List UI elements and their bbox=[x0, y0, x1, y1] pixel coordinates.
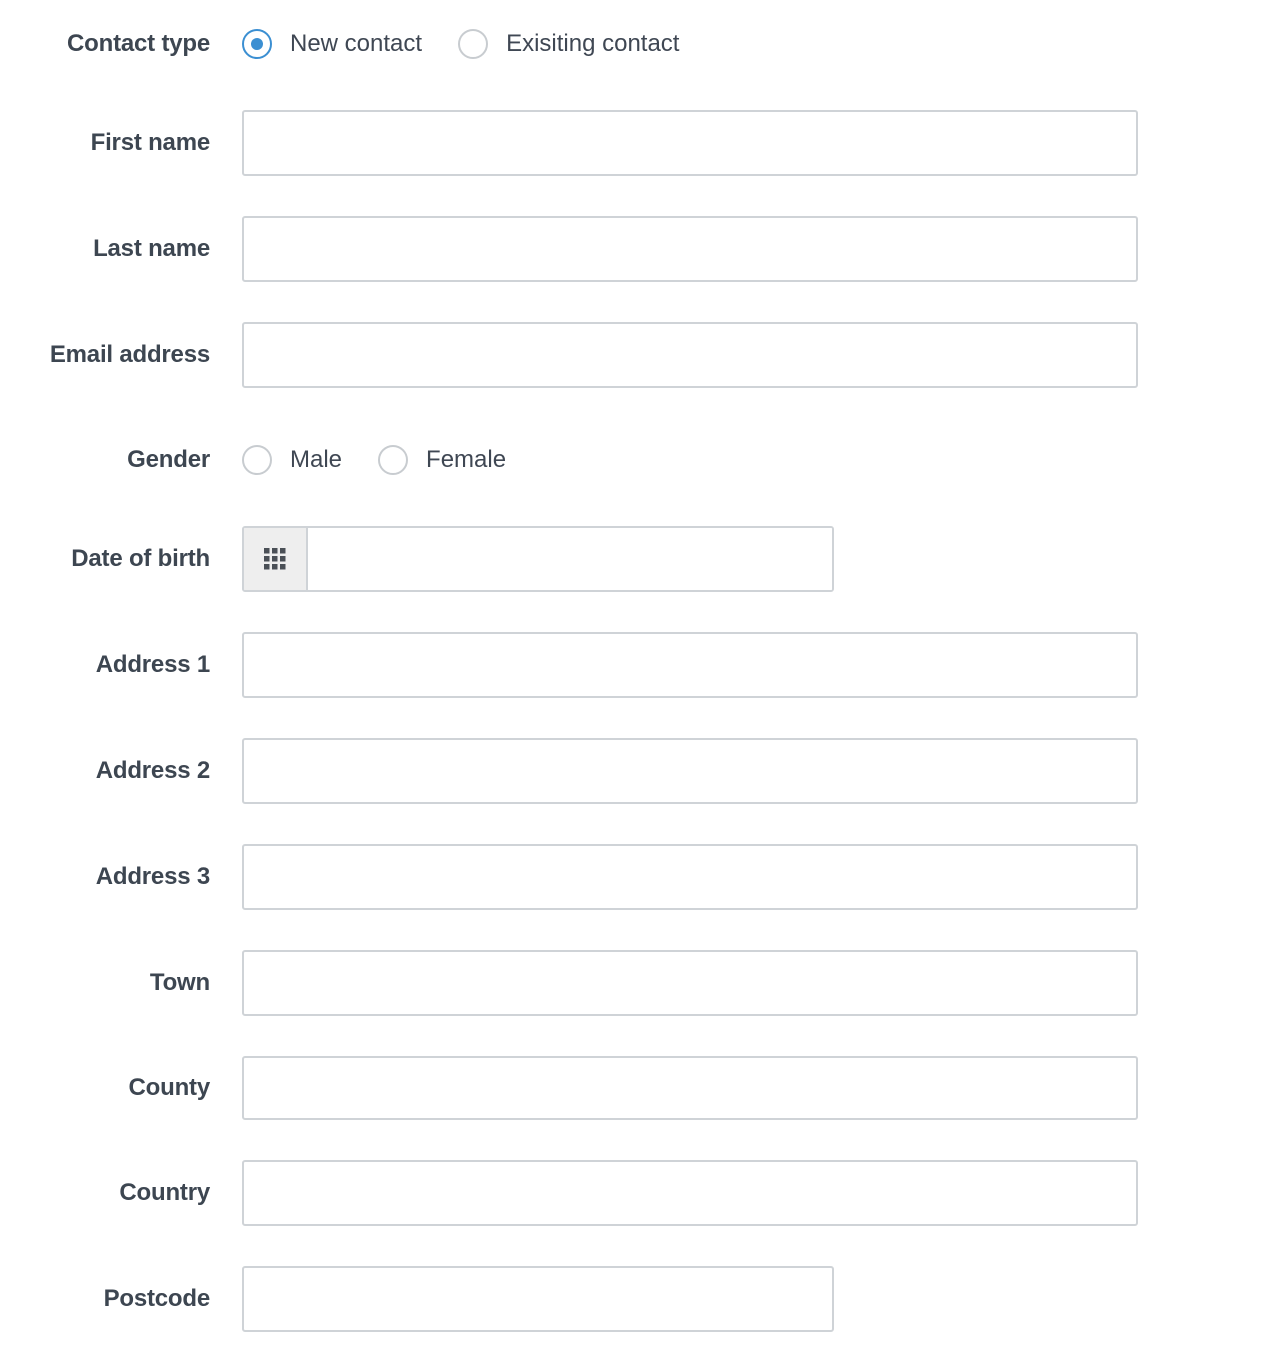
address3-row bbox=[0, 844, 1284, 910]
country-label: Country bbox=[119, 1179, 210, 1206]
address2-row bbox=[0, 738, 1284, 804]
postcode-row bbox=[0, 1266, 1284, 1332]
address1-input[interactable] bbox=[242, 632, 1138, 698]
postcode-input[interactable] bbox=[242, 1266, 834, 1332]
country-row bbox=[0, 1160, 1284, 1226]
date-of-birth-label: Date of birth bbox=[71, 545, 210, 572]
date-of-birth-input[interactable] bbox=[308, 528, 832, 590]
last-name-label: Last name bbox=[93, 235, 210, 262]
new-contact-radio[interactable] bbox=[242, 29, 422, 59]
email-row bbox=[0, 322, 1284, 388]
address3-label: Address 3 bbox=[95, 863, 210, 890]
town-label: Town bbox=[149, 969, 210, 996]
address2-label: Address 2 bbox=[95, 757, 210, 784]
address3-input[interactable] bbox=[242, 844, 1138, 910]
radio-unchecked-icon[interactable] bbox=[242, 445, 272, 475]
postcode-label: Postcode bbox=[103, 1285, 210, 1312]
radio-unchecked-icon[interactable] bbox=[378, 445, 408, 475]
county-row bbox=[0, 1056, 1284, 1120]
gender-label: Gender bbox=[127, 446, 210, 473]
calendar-button[interactable] bbox=[244, 528, 308, 590]
town-row bbox=[0, 950, 1284, 1016]
last-name-input[interactable] bbox=[242, 216, 1138, 282]
date-of-birth-group bbox=[242, 526, 834, 592]
existing-contact-label[interactable]: Exisiting contact bbox=[506, 30, 680, 57]
female-label[interactable]: Female bbox=[426, 446, 507, 473]
address1-row bbox=[0, 632, 1284, 698]
male-radio[interactable] bbox=[242, 445, 342, 475]
calendar-grid-icon bbox=[264, 548, 286, 570]
radio-unchecked-icon[interactable] bbox=[458, 29, 488, 59]
contact-type-radio-group bbox=[242, 29, 715, 59]
last-name-row bbox=[0, 216, 1284, 282]
email-input[interactable] bbox=[242, 322, 1138, 388]
contact-type-label: Contact type bbox=[67, 30, 210, 57]
first-name-label: First name bbox=[90, 129, 210, 156]
existing-contact-radio[interactable] bbox=[458, 29, 679, 59]
first-name-input[interactable] bbox=[242, 110, 1138, 176]
county-label: County bbox=[128, 1074, 210, 1101]
radio-checked-icon[interactable] bbox=[242, 29, 272, 59]
address1-label: Address 1 bbox=[95, 651, 210, 678]
contact-type-row bbox=[0, 14, 1284, 74]
new-contact-label[interactable]: New contact bbox=[290, 30, 423, 57]
email-label: Email address bbox=[49, 341, 210, 368]
male-label[interactable]: Male bbox=[290, 446, 343, 473]
female-radio[interactable] bbox=[378, 445, 506, 475]
address2-input[interactable] bbox=[242, 738, 1138, 804]
country-input[interactable] bbox=[242, 1160, 1138, 1226]
gender-row bbox=[0, 430, 1284, 490]
town-input[interactable] bbox=[242, 950, 1138, 1016]
gender-radio-group bbox=[242, 445, 542, 475]
first-name-row bbox=[0, 110, 1284, 176]
date-of-birth-row bbox=[0, 526, 1284, 592]
county-input[interactable] bbox=[242, 1056, 1138, 1120]
